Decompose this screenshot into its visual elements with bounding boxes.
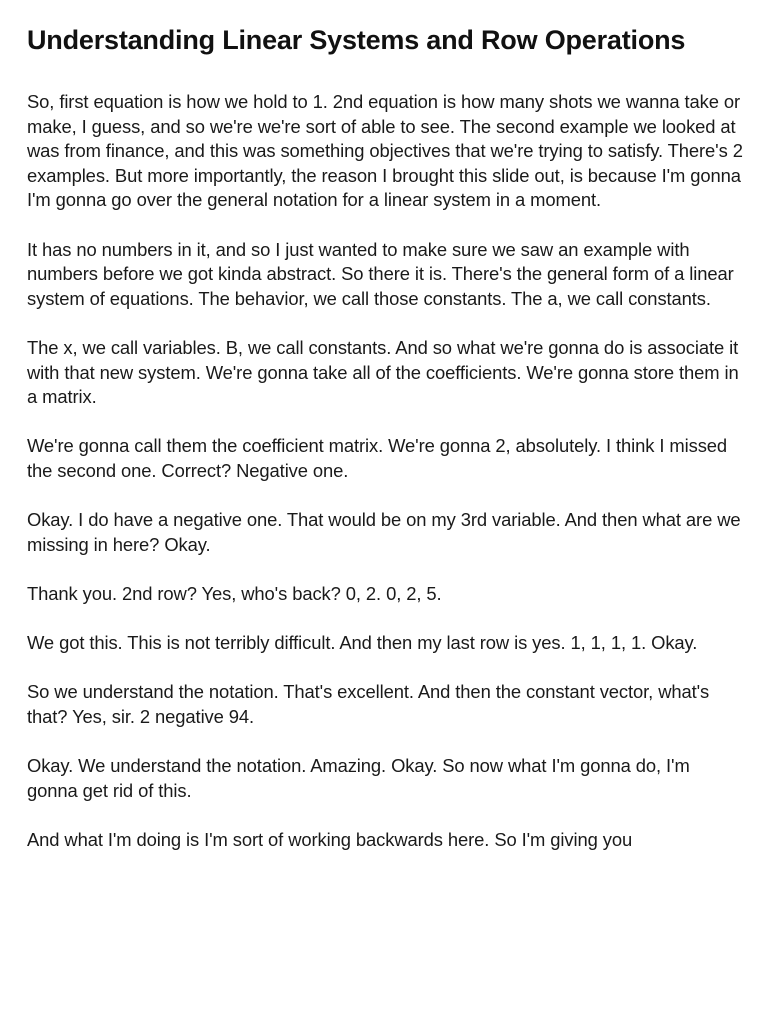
- paragraph-4: We're gonna call them the coefficient matrix. We're gonna 2, absolutely. I think I missed the second one. Correct? Negative one.: [27, 435, 728, 481]
- document-body: [27, 90, 745, 852]
- paragraph-8: So we understand the notation. That's excellent. And then the constant vector, what's that? Yes, sir. 2 negative 94.: [27, 681, 710, 727]
- paragraph-10: And what I'm doing is I'm sort of working backwards here. So I'm giving you: [27, 828, 633, 850]
- paragraph-9: Okay. We understand the notation. Amazing. Okay. So now what I'm gonna do, I'm gonna get rid of this.: [27, 755, 690, 801]
- paragraph-2: It has no numbers in it, and so I just wanted to make sure we saw an example with numbers before we got kinda abstract. So there it is. There's the general form of a linear system of equations. The behavior, we call those constants. The a, we call constants.: [27, 238, 734, 309]
- document-title: Understanding Linear Systems and Row Operations: [27, 25, 686, 55]
- paragraph-6: Thank you. 2nd row? Yes, who's back? 0, 2. 0, 2, 5.: [27, 582, 442, 604]
- paragraph-3: The x, we call variables. B, we call constants. And so what we're gonna do is associate it with that new system. We're gonna take all of the coefficients. We're gonna store them in a matrix.: [27, 336, 739, 408]
- document-page: [27, 0, 745, 877]
- paragraph-5: Okay. I do have a negative one. That would be on my 3rd variable. And then what are we missing in here? Okay.: [27, 509, 741, 555]
- paragraph-7: We got this. This is not terribly difficult. And then my last row is yes. 1, 1, 1, 1. Okay.: [27, 632, 698, 654]
- paragraph-1: So, first equation is how we hold to 1. 2nd equation is how many shots we wanna take or make, I guess, and so we're we're sort of able to see. The second example we looked at was from finance, and this was something objectives that we're trying to satisfy. There's 2 examples. But more importantly, the reason I brought this slide out, is because I'm gonna I'm gonna go over the general notation for a linear system in a moment.: [27, 91, 743, 211]
